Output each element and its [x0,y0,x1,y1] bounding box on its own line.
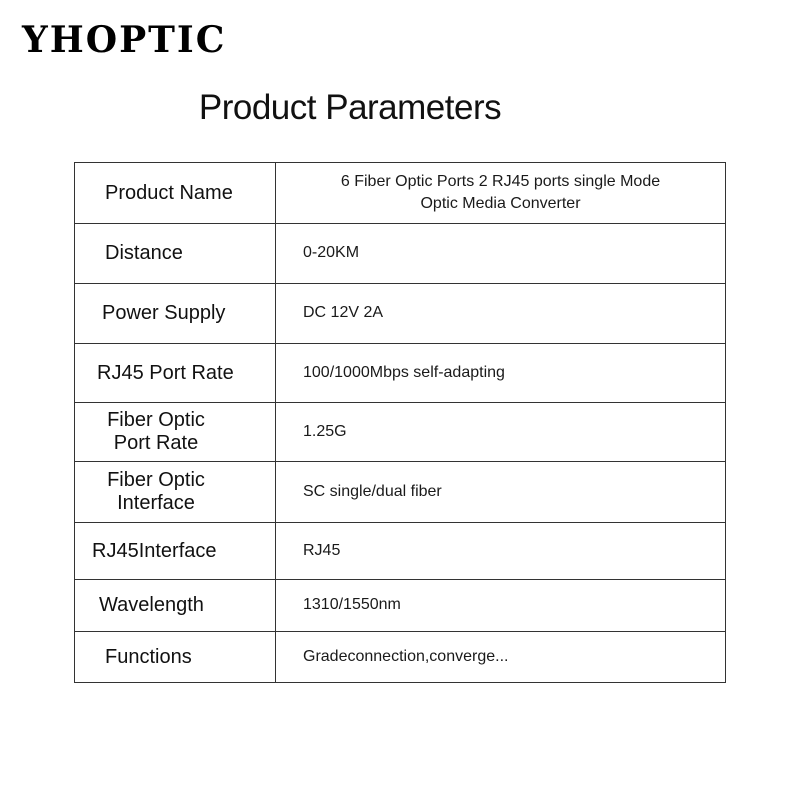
parameter-value: SC single/dual fiber [276,462,726,523]
page-title: Product Parameters [198,88,502,127]
parameter-label-cell [75,632,276,683]
table-row [75,403,726,462]
parameter-label-cell [75,163,276,224]
parameter-label: Functions [105,645,192,668]
parameter-label-line-1: Fiber Optic [107,409,205,431]
parameter-label: Distance [105,242,183,264]
table-row [75,580,726,632]
parameter-value-line-1: 6 Fiber Optic Ports 2 RJ45 ports single Mode [340,172,661,190]
parameter-label-cell [75,580,276,632]
parameter-label: Product Name [105,181,233,204]
parameter-label-cell [75,224,276,284]
parameter-label-cell [75,284,276,344]
parameter-label-cell [75,344,276,403]
parameter-value: RJ45 [276,523,726,580]
parameter-value: Gradeconnection,converge... [276,632,726,683]
table-row [75,344,726,403]
parameter-value: 1310/1550nm [276,580,726,632]
parameter-label-cell [75,523,276,580]
table-row [75,284,726,344]
parameter-value-cell [276,163,726,224]
parameter-value: 100/1000Mbps self-adapting [276,344,726,403]
brand-logo: YHOPTIC [22,19,227,61]
parameter-label: Power Supply [102,302,226,324]
table-row [75,523,726,580]
parameter-label: Wavelength [99,594,204,616]
table-row [75,462,726,523]
table-row [75,632,726,683]
parameter-value: 1.25G [276,403,726,462]
parameter-value: 0-20KM [276,224,726,284]
parameter-value: DC 12V 2A [276,284,726,344]
parameter-label-line-1: Fiber Optic [107,469,205,491]
parameters-table [74,162,726,683]
parameter-label-cell [75,403,276,462]
parameter-label-line-2: Port Rate [113,432,199,454]
parameter-value-line-2: Optic Media Converter [420,195,581,212]
table-row [75,163,726,224]
parameter-label-line-2: Interface [117,492,195,514]
parameter-label: RJ45 Port Rate [97,361,234,384]
table-row [75,224,726,284]
parameter-label-cell [75,462,276,523]
parameter-label: RJ45Interface [92,539,217,562]
